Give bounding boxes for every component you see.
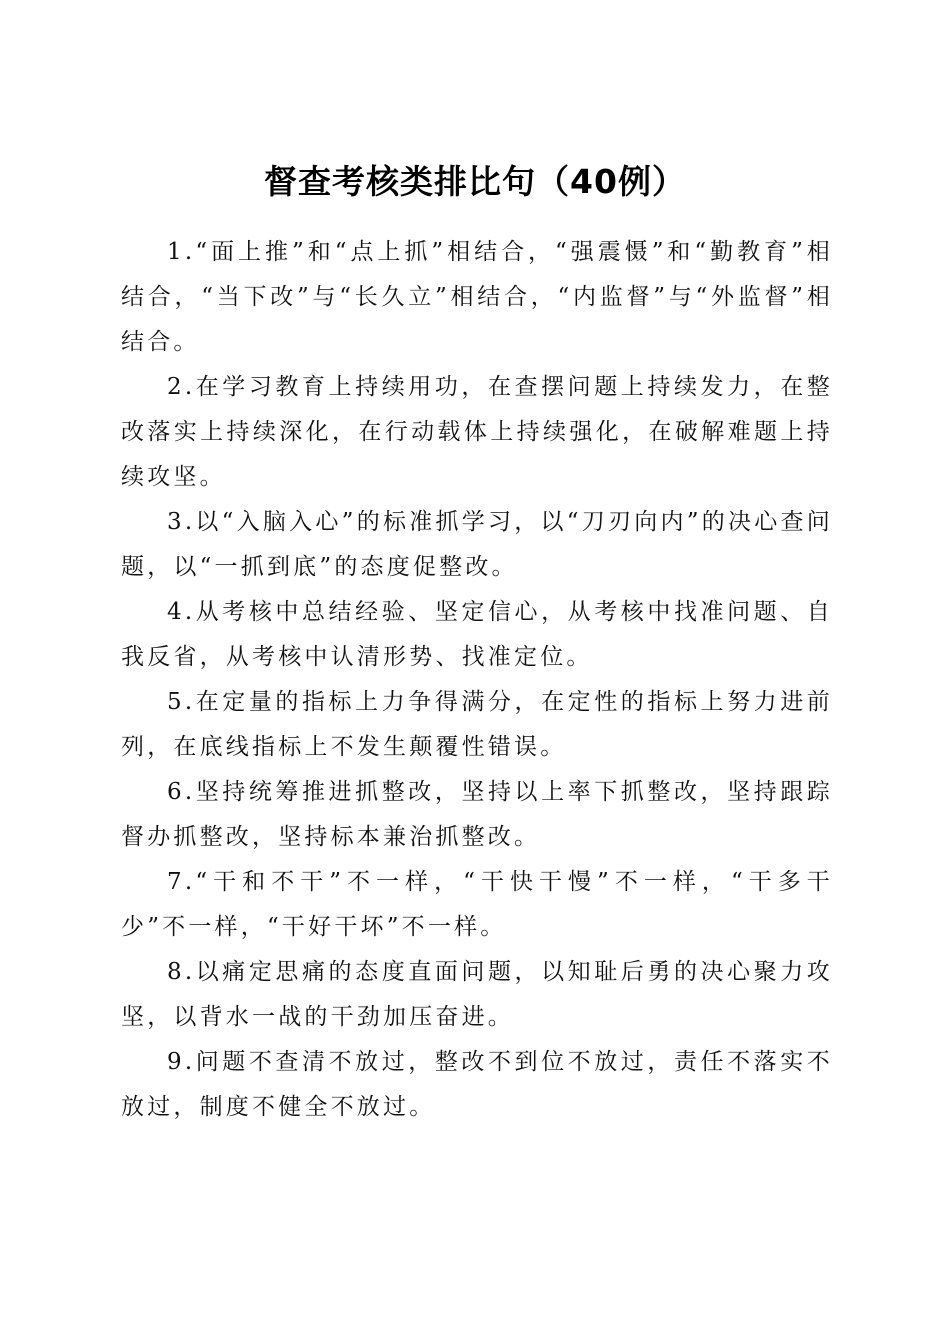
paragraph-2: 2.在学习教育上持续用功，在查摆问题上持续发力，在整改落实上持续深化，在行动载体上持续强化，在破解难题上持续攻坚。 (121, 374, 833, 490)
paragraph-5: 5.在定量的指标上力争得满分，在定性的指标上努力进前列，在底线指标上不发生颠覆性错误。 (121, 689, 833, 760)
paragraph-7: 7.“干和不干”不一样，“干快干慢”不一样，“干多干少”不一样，“干好干坏”不一样。 (121, 869, 833, 940)
paragraph-4: 4.从考核中总结经验、坚定信心，从考核中找准问题、自我反省，从考核中认清形势、找准定位。 (121, 599, 833, 670)
page-title: 督查考核类排比句（40例） (264, 162, 686, 202)
paragraph-9: 9.问题不查清不放过，整改不到位不放过，责任不落实不放过，制度不健全不放过。 (121, 1049, 833, 1120)
paragraph-1: 1.“面上推”和“点上抓”相结合，“强震慑”和“勤教育”相结合，“当下改”与“长久立”相结合，“内监督”与“外监督”相结合。 (121, 239, 833, 355)
paragraph-6: 6.坚持统筹推进抓整改，坚持以上率下抓整改，坚持跟踪督办抓整改，坚持标本兼治抓整改。 (121, 779, 833, 850)
document-body (121, 230, 833, 1130)
paragraph-8: 8.以痛定思痛的态度直面问题，以知耻后勇的决心聚力攻坚，以背水一战的干劲加压奋进。 (121, 959, 833, 1030)
paragraph-3: 3.以“入脑入心”的标准抓学习，以“刀刃向内”的决心查问题，以“一抓到底”的态度促整改。 (121, 509, 833, 580)
